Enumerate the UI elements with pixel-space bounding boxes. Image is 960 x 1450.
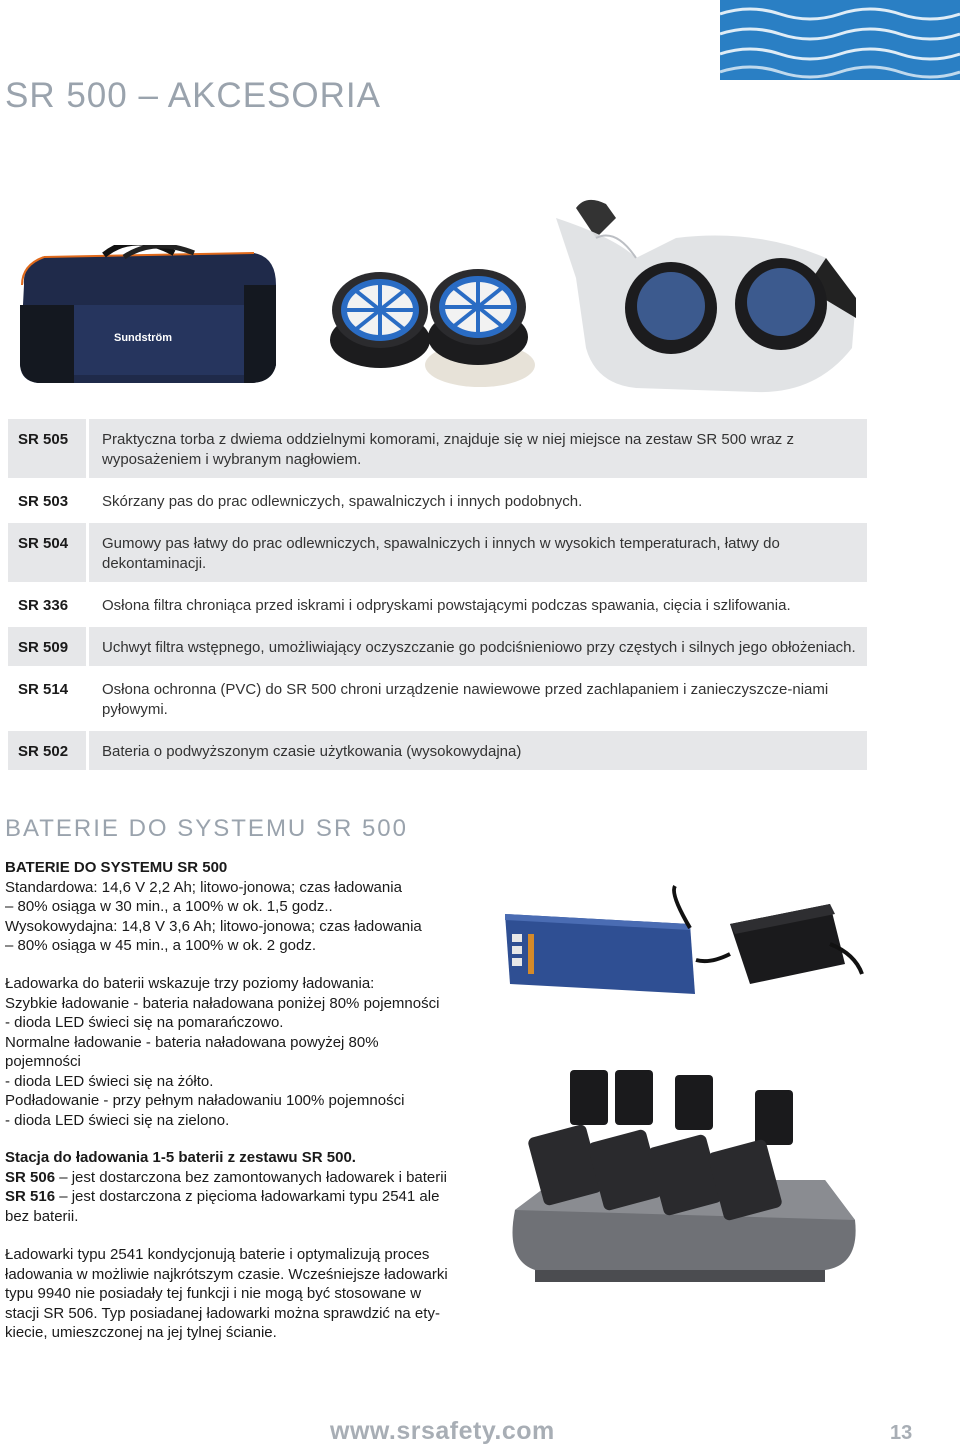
footer-url: www.srsafety.com (330, 1417, 555, 1445)
wave-decoration (720, 0, 960, 80)
product-code: SR 514 (18, 681, 69, 698)
sr516-continuation: bez baterii. (5, 1207, 79, 1225)
note-line: ładowania w możliwie najkrótszym czasie. Wcześniejsze ładowarki (5, 1265, 448, 1283)
product-description: Bateria o podwyższonym czasie użytkowania (wysokowydajna) (89, 731, 867, 770)
charger-line: - dioda LED świeci się na pomarańczowo. (5, 1014, 284, 1031)
product-code: SR 505 (8, 419, 86, 478)
battery-line: – 80% osiąga w 30 min., a 100% w ok. 1,5 godz.. (5, 898, 333, 915)
charger-line: Normalne ładowanie - bateria naładowana powyżej 80% (5, 1033, 379, 1051)
product-description: Uchwyt filtra wstępnego, umożliwiający oczyszczanie go podciśnieniowo przy częstych i silnych jego obłożeniach. (89, 627, 867, 666)
charger-info (5, 974, 490, 1130)
station-info (5, 1148, 490, 1226)
charging-station-photo (495, 1060, 865, 1290)
sr516-text: – jest dostarczona z pięcioma ładowarkami typu 2541 ale (55, 1188, 440, 1205)
table-row (8, 627, 867, 666)
station-heading: Stacja do ładowania 1-5 baterii z zestawu SR 500. (5, 1149, 356, 1166)
page-title: SR 500 – AKCESORIA (5, 76, 381, 115)
product-code: SR 336 (18, 597, 69, 614)
table-row (8, 585, 867, 624)
product-code: SR 509 (8, 627, 86, 666)
table-row (8, 419, 867, 478)
section-title: BATERIE DO SYSTEMU SR 500 (5, 815, 408, 842)
product-description: Skórzany pas do prac odlewniczych, spawalniczych i innych podobnych. (102, 493, 583, 510)
table-row (8, 481, 867, 520)
product-code: SR 502 (8, 731, 86, 770)
table-row (8, 523, 867, 582)
sr506-text: – jest dostarczona bez zamontowanych ładowarek i baterii (55, 1168, 447, 1186)
product-description: Praktyczna torba z dwiema oddzielnymi komorami, znajduje się w niej miejsce na zestaw SR 500 wraz z wyposażeniem i wybranym nagłowiem. (89, 419, 867, 478)
sr516-code: SR 516 (5, 1188, 56, 1205)
charger-line: Podładowanie - przy pełnym naładowaniu 100% pojemności (5, 1092, 405, 1109)
battery-line: Wysokowydajna: 14,8 V 3,6 Ah; litowo-jonowa; czas ładowania (5, 917, 422, 935)
charger-line: - dioda LED świeci się na żółto. (5, 1072, 214, 1090)
product-description: Osłona filtra chroniąca przed iskrami i odpryskami powstającymi podczas spawania, cięcia i szlifowania. (102, 597, 791, 614)
table-row (8, 731, 867, 770)
accessories-table (8, 419, 867, 773)
battery-specs (5, 858, 490, 956)
filter-covers-photo (330, 265, 552, 395)
note-line: Ładowarki typu 2541 kondycjonują baterie i optymalizują proces (5, 1246, 430, 1263)
note-line: stacji SR 506. Typ posiadanej ładowarki można sprawdzić na ety- (5, 1304, 440, 1322)
charger-line: - dioda LED świeci się na zielono. (5, 1111, 230, 1129)
charger-line: pojemności (5, 1053, 81, 1070)
battery-charger-photo (500, 884, 865, 1014)
sr506-code: SR 506 (5, 1168, 56, 1186)
table-row (8, 669, 867, 728)
battery-line: – 80% osiąga w 45 min., a 100% w ok. 2 godz. (5, 937, 317, 954)
battery-heading: BATERIE DO SYSTEMU SR 500 (5, 859, 228, 876)
battery-line: Standardowa: 14,6 V 2,2 Ah; litowo-jonowa; czas ładowania (5, 878, 402, 896)
note-line: typu 9940 nie posiadały tej funkcji i nie mogą być stosowane w (5, 1285, 422, 1302)
charger-line: Ładowarka do baterii wskazuje trzy poziomy ładowania: (5, 975, 375, 992)
product-description: Osłona ochronna (PVC) do SR 500 chroni urządzenie nawiewowe przed zachlapaniem i zanieczyszcze-niami pyłowymi. (102, 681, 829, 718)
charger-note (5, 1245, 490, 1343)
product-code: SR 503 (18, 493, 69, 510)
bag-logo-text: Sundström (114, 332, 173, 344)
note-line: kiecie, umieszczonej na jej tylnej ścianie. (5, 1324, 277, 1341)
bag-photo (14, 245, 280, 385)
product-description: Gumowy pas łatwy do prac odlewniczych, spawalniczych i innych w wysokich temperaturach, łatwy do dekontaminacji. (89, 523, 867, 582)
product-code: SR 504 (8, 523, 86, 582)
charger-line: Szybkie ładowanie - bateria naładowana poniżej 80% pojemności (5, 994, 440, 1012)
pvc-cover-photo (556, 198, 862, 394)
page-number: 13 (890, 1422, 913, 1444)
